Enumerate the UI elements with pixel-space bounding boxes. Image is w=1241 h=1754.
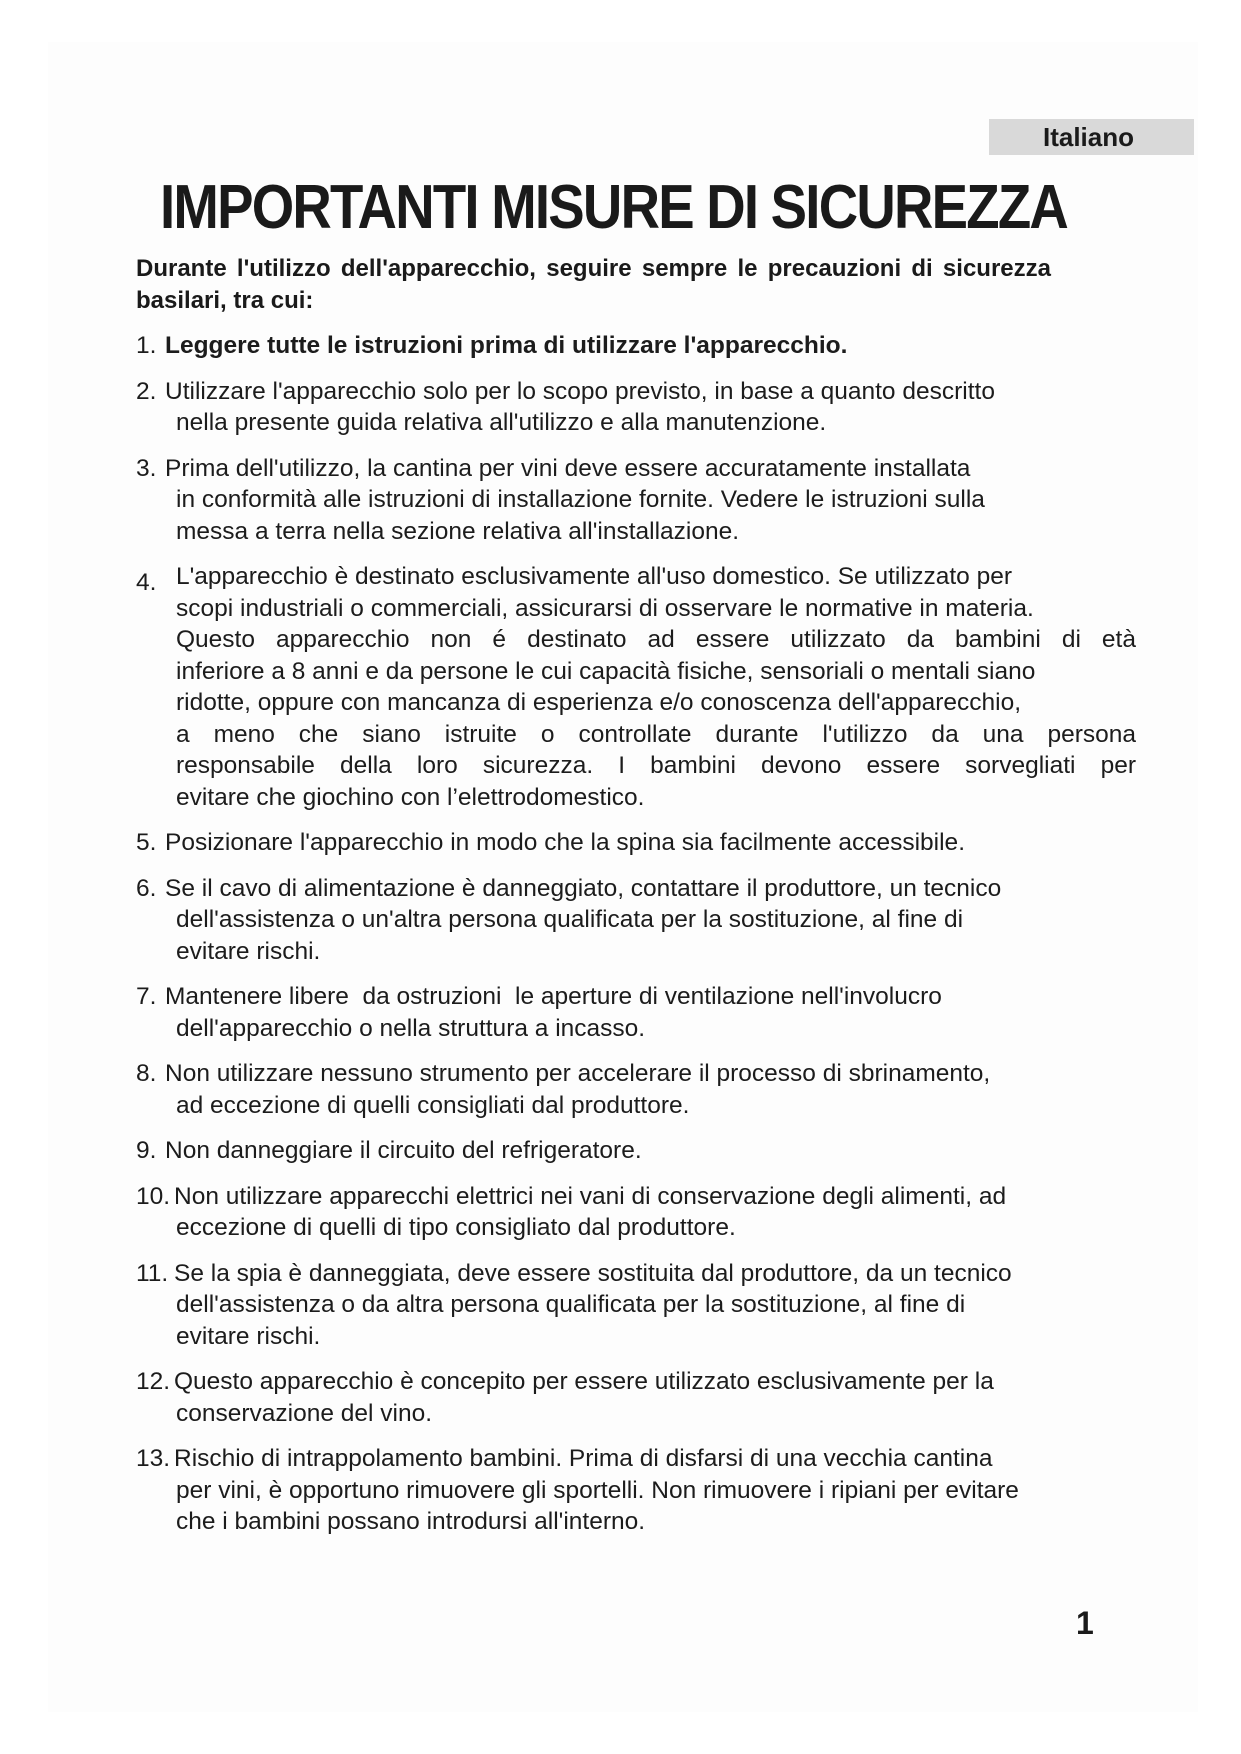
item-number: 1. bbox=[136, 332, 157, 359]
item-number: 6. bbox=[136, 874, 157, 902]
item-text: nella presente guida relativa all'utilizzo e alla manutenzione. bbox=[176, 409, 827, 436]
item-number: 8. bbox=[136, 1060, 157, 1087]
item-text: Prima dell'utilizzo, la cantina per vini deve essere accuratamente installata bbox=[165, 454, 971, 482]
page-number: 1 bbox=[1076, 1605, 1094, 1641]
list-item-11 bbox=[136, 1258, 1136, 1353]
item-number: 4. bbox=[136, 569, 157, 596]
item-text: dell'assistenza o un'altra persona qualificata per la sostituzione, al fine di bbox=[176, 906, 964, 933]
item-number: 13. bbox=[136, 1445, 171, 1472]
item-text: in conformità alle istruzioni di installazione fornite. Vedere le istruzioni sulla bbox=[176, 486, 985, 513]
item-text: Posizionare l'apparecchio in modo che la spina sia facilmente accessibile. bbox=[165, 829, 965, 856]
list-item-13 bbox=[136, 1443, 1136, 1538]
item-text: responsabile della loro sicurezza. I bambini devono essere sorvegliati per bbox=[176, 752, 1136, 779]
item-text: ridotte, oppure con mancanza di esperienza e/o conoscenza dell'apparecchio, bbox=[176, 689, 1022, 716]
list-item-2 bbox=[136, 376, 1136, 439]
list-item-6 bbox=[136, 873, 1136, 968]
item-text: L'apparecchio è destinato esclusivamente all'uso domestico. Se utilizzato per bbox=[176, 563, 1013, 590]
item-text: evitare rischi. bbox=[176, 937, 321, 965]
item-number: 9. bbox=[136, 1137, 157, 1164]
item-number: 11. bbox=[136, 1259, 169, 1287]
item-number: 12. bbox=[136, 1368, 171, 1395]
item-text: per vini, è opportuno rimuovere gli sportelli. Non rimuovere i ripiani per evitare bbox=[176, 1476, 1019, 1504]
list-item-10 bbox=[136, 1181, 1136, 1244]
item-text: Non utilizzare nessuno strumento per accelerare il processo di sbrinamento, bbox=[165, 1060, 991, 1087]
page-title: IMPORTANTI MISURE DI SICUREZZA bbox=[160, 173, 1068, 242]
item-number: 2. bbox=[136, 377, 157, 405]
intro-paragraph: Durante l'utilizzo dell'apparecchio, seguire sempre le precauzioni di sicurezza basilari, tra cui: bbox=[136, 255, 1051, 314]
item-text: messa a terra nella sezione relativa all'installazione. bbox=[176, 517, 740, 545]
language-tab: Italiano bbox=[989, 119, 1194, 155]
item-number: 7. bbox=[136, 983, 157, 1010]
list-item-4 bbox=[136, 561, 1136, 813]
item-text: inferiore a 8 anni e da persone le cui capacità fisiche, sensoriali o mentali siano bbox=[176, 657, 1036, 685]
item-text: Questo apparecchio non é destinato ad essere utilizzato da bambini di età bbox=[176, 626, 1136, 653]
item-text: dell'apparecchio o nella struttura a incasso. bbox=[176, 1014, 646, 1042]
item-text: Mantenere libere da ostruzioni le aperture di ventilazione nell'involucro bbox=[165, 983, 942, 1010]
list-item-12 bbox=[136, 1366, 1136, 1429]
list-item-9 bbox=[136, 1135, 1136, 1167]
item-text: dell'assistenza o da altra persona qualificata per la sostituzione, al fine di bbox=[176, 1291, 966, 1318]
item-text: Rischio di intrappolamento bambini. Prima di disfarsi di una vecchia cantina bbox=[174, 1445, 993, 1472]
list-item-7 bbox=[136, 981, 1136, 1044]
item-number: 10. bbox=[136, 1182, 171, 1210]
item-text: Se il cavo di alimentazione è danneggiato, contattare il produttore, un tecnico bbox=[165, 874, 1002, 902]
item-text: evitare che giochino con l’elettrodomestico. bbox=[176, 783, 645, 811]
item-text: Leggere tutte le istruzioni prima di utilizzare l'apparecchio. bbox=[165, 332, 848, 359]
item-text: scopi industriali o commerciali, assicurarsi di osservare le normative in materia. bbox=[176, 594, 1034, 622]
list-item-5 bbox=[136, 827, 1136, 859]
item-text: Non danneggiare il circuito del refrigeratore. bbox=[165, 1137, 642, 1164]
item-text: conservazione del vino. bbox=[176, 1399, 433, 1427]
item-text: evitare rischi. bbox=[176, 1322, 321, 1350]
item-text: eccezione di quelli di tipo consigliato dal produttore. bbox=[176, 1214, 736, 1241]
item-text: Questo apparecchio è concepito per essere utilizzato esclusivamente per la bbox=[174, 1368, 994, 1395]
list-item-1 bbox=[136, 330, 1136, 362]
item-number: 3. bbox=[136, 454, 157, 482]
item-text: a meno che siano istruite o controllate durante l'utilizzo da una persona bbox=[176, 720, 1136, 748]
safety-instructions-list bbox=[136, 330, 1136, 1552]
item-text: che i bambini possano introdursi all'interno. bbox=[176, 1508, 646, 1535]
list-item-3 bbox=[136, 453, 1136, 548]
item-text: Non utilizzare apparecchi elettrici nei vani di conservazione degli alimenti, ad bbox=[174, 1182, 1007, 1210]
item-text: Utilizzare l'apparecchio solo per lo scopo previsto, in base a quanto descritto bbox=[165, 377, 995, 405]
list-item-8 bbox=[136, 1058, 1136, 1121]
item-text: ad eccezione di quelli consigliati dal produttore. bbox=[176, 1091, 690, 1119]
item-text: Se la spia è danneggiata, deve essere sostituita dal produttore, da un tecnico bbox=[174, 1259, 1012, 1287]
item-number: 5. bbox=[136, 829, 157, 856]
